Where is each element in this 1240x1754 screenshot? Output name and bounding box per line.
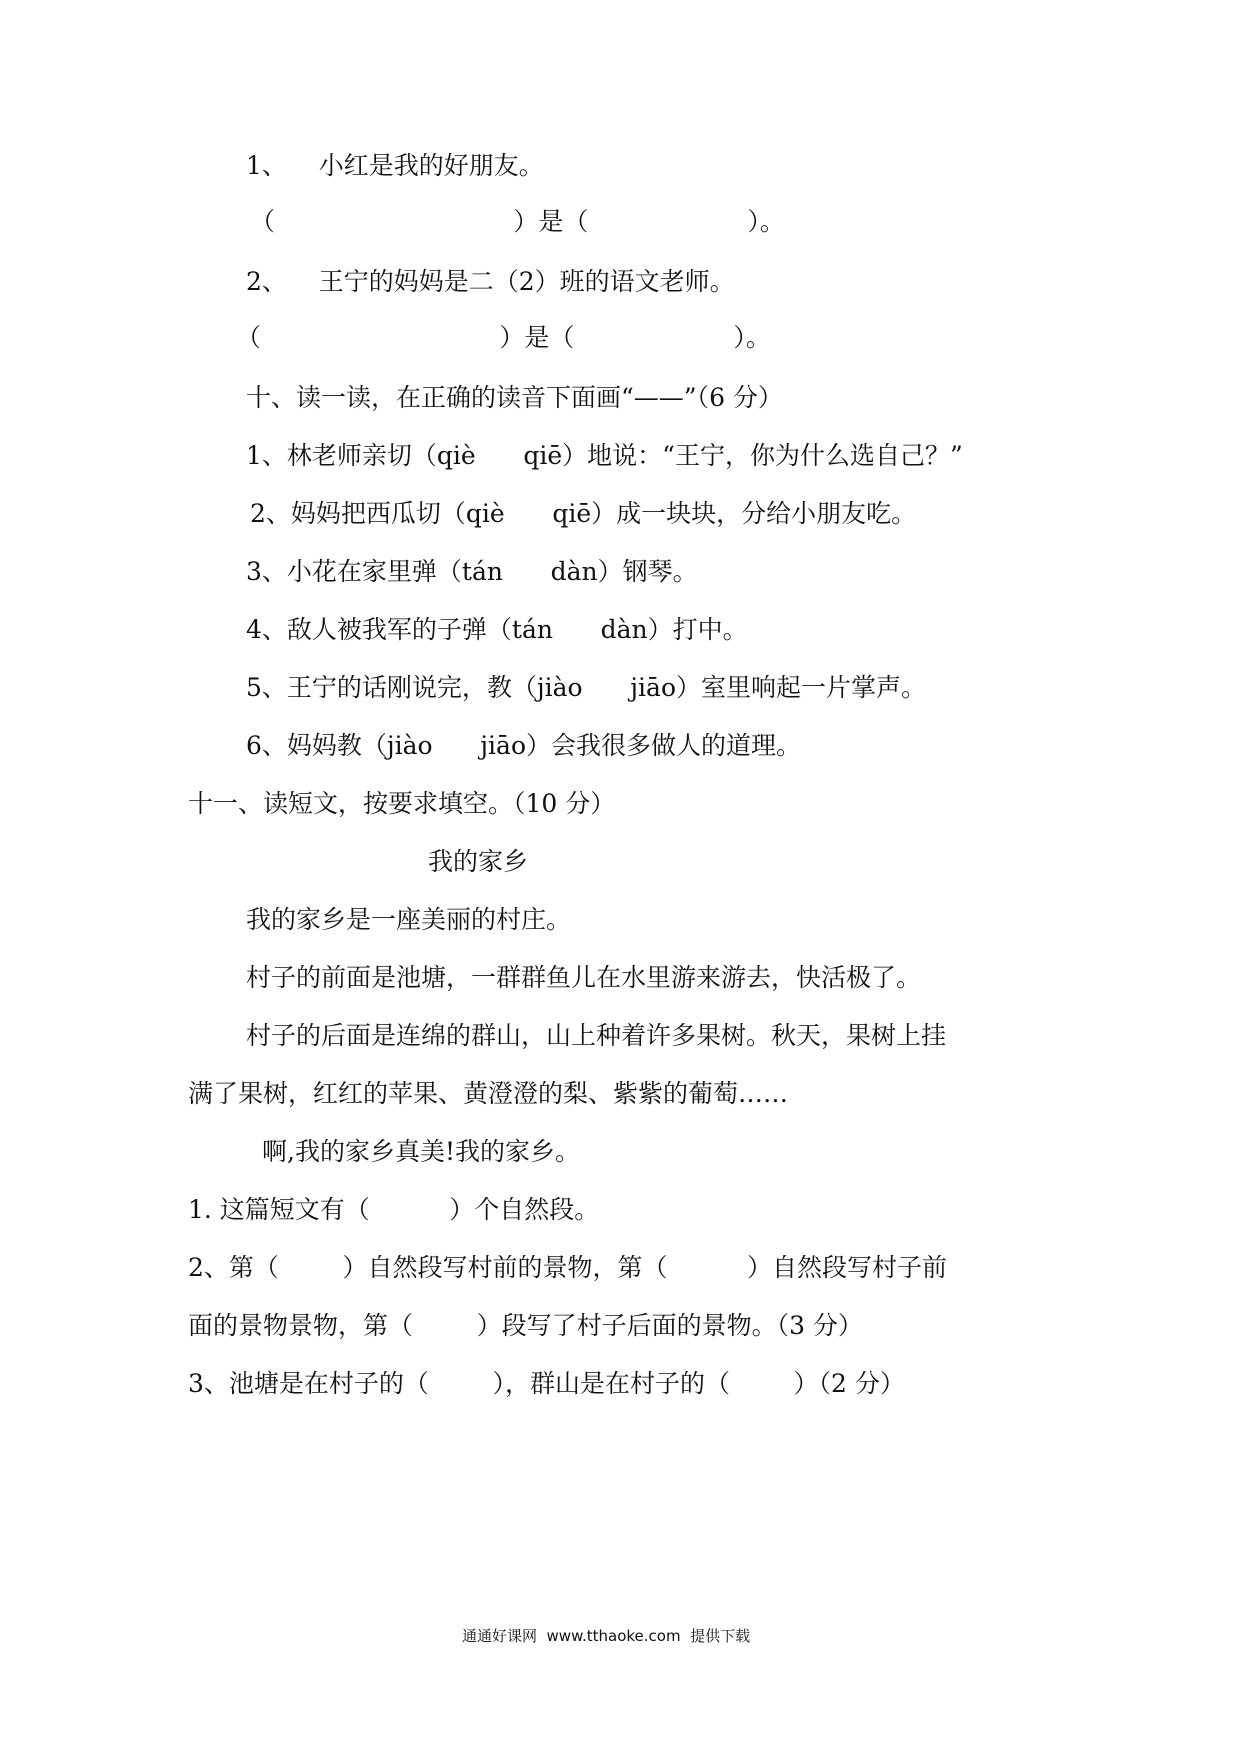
pinyin-item: 1、林老师亲切（qiè qiē）地说：“王宁，你为什么选自己？” bbox=[246, 441, 963, 470]
comprehension-question: 2、第（ ）自然段写村前的景物，第（ ）自然段写村子前 bbox=[188, 1253, 947, 1282]
passage-paragraph-cont: 满了果树，红红的苹果、黄澄澄的梨、紫紫的葡萄…… bbox=[188, 1079, 789, 1108]
comprehension-question-cont: 面的景物景物，第（ ）段写了村子后面的景物。（3 分） bbox=[188, 1311, 863, 1340]
passage-title: 我的家乡 bbox=[428, 847, 529, 876]
pinyin-item: 3、小花在家里弹（tán dàn）钢琴。 bbox=[246, 557, 698, 586]
pinyin-item: 4、敌人被我军的子弹（tán dàn）打中。 bbox=[246, 615, 748, 644]
comprehension-question: 1. 这篇短文有（ ）个自然段。 bbox=[188, 1195, 600, 1224]
passage-paragraph: 村子的前面是池塘，一群群鱼儿在水里游来游去，快活极了。 bbox=[246, 963, 922, 992]
question-1-blank: （ ）是（ ）。 bbox=[250, 207, 785, 236]
section-11-heading: 十一、读短文，按要求填空。（10 分） bbox=[188, 789, 616, 818]
footer-text: 通通好课网 www.tthaoke.com 提供下载 bbox=[462, 1627, 751, 1645]
passage-paragraph: 村子的后面是连绵的群山，山上种着许多果树。秋天，果树上挂 bbox=[246, 1021, 947, 1050]
question-2-blank: （ ）是（ ）。 bbox=[236, 323, 771, 352]
section-10-heading: 十、读一读，在正确的读音下面画“——”（6 分） bbox=[246, 383, 783, 412]
passage-paragraph: 啊,我的家乡真美!我的家乡。 bbox=[262, 1137, 580, 1166]
question-1: 1、 小红是我的好朋友。 bbox=[246, 151, 544, 180]
comprehension-question: 3、池塘是在村子的（ ），群山是在村子的（ ）（2 分） bbox=[188, 1369, 905, 1398]
pinyin-item: 6、妈妈教（jiào jiāo）会我很多做人的道理。 bbox=[246, 731, 801, 760]
passage-paragraph: 我的家乡是一座美丽的村庄。 bbox=[246, 905, 572, 934]
question-2: 2、 王宁的妈妈是二（2）班的语文老师。 bbox=[246, 267, 735, 296]
pinyin-item: 5、王宁的话刚说完，教（jiào jiāo）室里响起一片掌声。 bbox=[246, 673, 926, 702]
pinyin-item: 2、妈妈把西瓜切（qiè qiē）成一块块，分给小朋友吃。 bbox=[250, 499, 917, 528]
